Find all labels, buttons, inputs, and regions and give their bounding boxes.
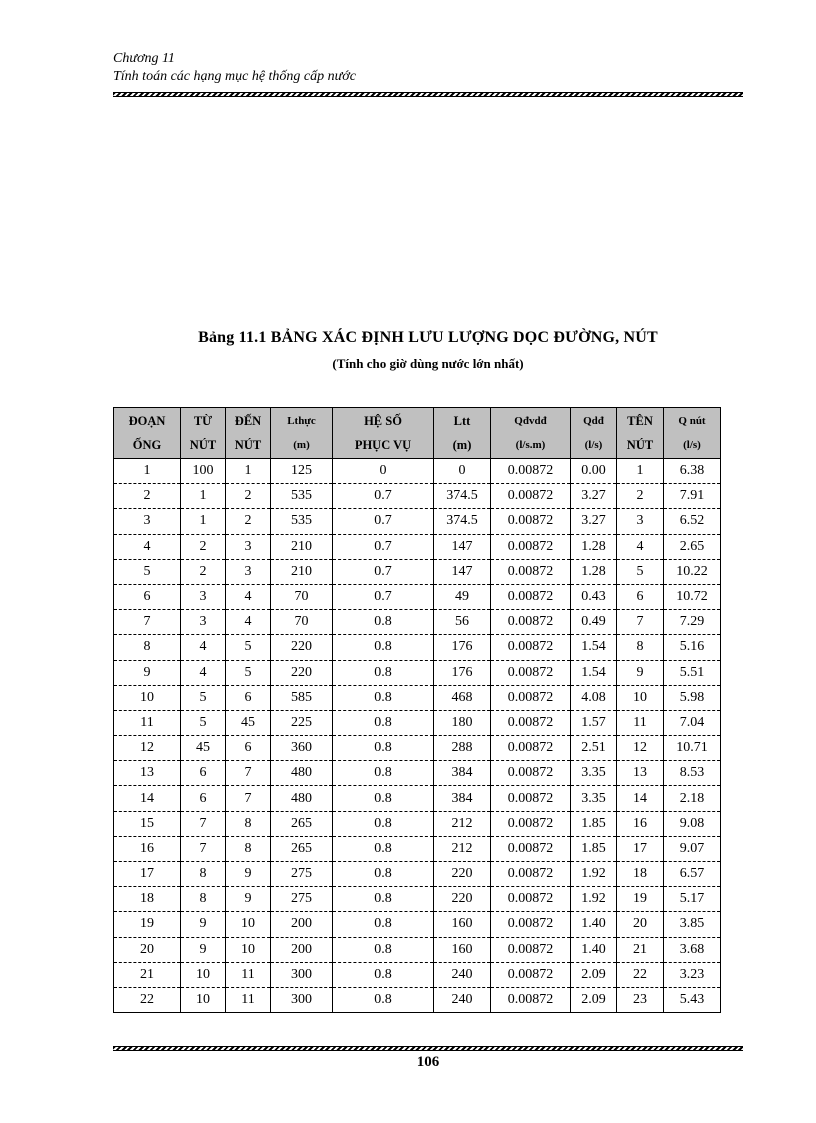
table-cell: 10.71 (664, 736, 721, 761)
table-cell: 5 (181, 685, 226, 710)
table-cell: 5.16 (664, 635, 721, 660)
column-header-line: ĐOẠN (128, 414, 166, 428)
table-cell: 7 (181, 836, 226, 861)
table-cell: 200 (271, 937, 333, 962)
table-cell: 0.8 (333, 761, 434, 786)
table-cell: 2.09 (571, 962, 617, 987)
column-header (333, 408, 434, 459)
table-cell: 3 (617, 509, 664, 534)
table-cell: 0.00872 (491, 484, 571, 509)
table-cell: 535 (271, 484, 333, 509)
table-cell: 45 (181, 736, 226, 761)
table-cell: 5 (617, 559, 664, 584)
table-cell: 1 (226, 459, 271, 484)
table-cell: 6 (226, 736, 271, 761)
table-cell: 0.00872 (491, 509, 571, 534)
table-cell: 1.54 (571, 660, 617, 685)
table-cell: 0.00872 (491, 710, 571, 735)
table-cell: 160 (434, 937, 491, 962)
table-cell: 3 (181, 610, 226, 635)
table-cell: 19 (617, 887, 664, 912)
table-cell: 3.68 (664, 937, 721, 962)
table-cell: 17 (617, 836, 664, 861)
table-cell: 10 (617, 685, 664, 710)
table-cell: 9 (181, 912, 226, 937)
table-cell: 7 (617, 610, 664, 635)
table-cell: 1.92 (571, 862, 617, 887)
table-cell: 6.57 (664, 862, 721, 887)
table-cell: 212 (434, 836, 491, 861)
table-row (114, 786, 721, 811)
table-cell: 147 (434, 534, 491, 559)
table-row (114, 635, 721, 660)
table-row (114, 761, 721, 786)
table-cell: 11 (114, 710, 181, 735)
column-header (491, 408, 571, 459)
table-cell: 265 (271, 811, 333, 836)
table-cell: 1.28 (571, 534, 617, 559)
table-cell: 5 (226, 635, 271, 660)
table-cell: 0.00872 (491, 736, 571, 761)
table-cell: 7.91 (664, 484, 721, 509)
table-row (114, 660, 721, 685)
table-cell: 0.00872 (491, 635, 571, 660)
table-cell: 56 (434, 610, 491, 635)
table-cell: 7.04 (664, 710, 721, 735)
table-cell: 125 (271, 459, 333, 484)
table-cell: 360 (271, 736, 333, 761)
table-row (114, 534, 721, 559)
table-cell: 2.09 (571, 987, 617, 1012)
table-cell: 0.8 (333, 887, 434, 912)
table-cell: 0.8 (333, 836, 434, 861)
table-cell: 5.51 (664, 660, 721, 685)
table-cell: 0.00872 (491, 685, 571, 710)
table-cell: 10 (181, 987, 226, 1012)
table-cell: 12 (617, 736, 664, 761)
table-cell: 10 (226, 937, 271, 962)
table-cell: 6 (617, 584, 664, 609)
table-cell: 100 (181, 459, 226, 484)
table-cell: 0.49 (571, 610, 617, 635)
table-cell: 0.7 (333, 584, 434, 609)
table-cell: 2 (226, 484, 271, 509)
table-cell: 240 (434, 962, 491, 987)
table-cell: 2.65 (664, 534, 721, 559)
table-cell: 9.07 (664, 836, 721, 861)
table-cell: 0.8 (333, 811, 434, 836)
table-cell: 5 (114, 559, 181, 584)
table-row (114, 862, 721, 887)
table-cell: 3 (226, 534, 271, 559)
table-cell: 220 (271, 635, 333, 660)
table-cell: 12 (114, 736, 181, 761)
table-cell: 8 (226, 836, 271, 861)
table-cell: 275 (271, 887, 333, 912)
table-cell: 6 (226, 685, 271, 710)
table-cell: 0.00872 (491, 887, 571, 912)
table-subtitle: (Tính cho giờ dùng nước lớn nhất) (332, 356, 524, 371)
table-cell: 7 (181, 811, 226, 836)
table-cell: 3.23 (664, 962, 721, 987)
table-cell: 210 (271, 534, 333, 559)
table-cell: 8 (181, 862, 226, 887)
table-cell: 19 (114, 912, 181, 937)
table-cell: 45 (226, 710, 271, 735)
column-header-line: Qđvdđ (514, 415, 547, 427)
table-cell: 7 (226, 761, 271, 786)
table-cell: 265 (271, 836, 333, 861)
table-cell: 1 (114, 459, 181, 484)
table-cell: 2 (181, 559, 226, 584)
table-cell: 0.8 (333, 912, 434, 937)
column-header-line: NÚT (189, 438, 217, 452)
table-cell: 11 (226, 987, 271, 1012)
table-cell: 300 (271, 987, 333, 1012)
table-cell: 20 (617, 912, 664, 937)
table-cell: 16 (114, 836, 181, 861)
column-header-line: ỐNG (132, 438, 162, 452)
table-row (114, 887, 721, 912)
table-cell: 240 (434, 987, 491, 1012)
column-header-line: PHỤC VỤ (354, 438, 412, 452)
table-cell: 6.52 (664, 509, 721, 534)
table-cell: 13 (114, 761, 181, 786)
header-divider (113, 92, 743, 97)
table-row (114, 610, 721, 635)
column-header (271, 408, 333, 459)
table-cell: 9.08 (664, 811, 721, 836)
table-cell: 1.54 (571, 635, 617, 660)
table-cell: 14 (114, 786, 181, 811)
table-cell: 1.85 (571, 811, 617, 836)
table-cell: 176 (434, 635, 491, 660)
table-cell: 1.57 (571, 710, 617, 735)
page-header (113, 50, 356, 86)
table-row (114, 710, 721, 735)
table-cell: 15 (114, 811, 181, 836)
table-cell: 21 (114, 962, 181, 987)
table-cell: 147 (434, 559, 491, 584)
table-cell: 1.92 (571, 887, 617, 912)
table-cell: 0.8 (333, 786, 434, 811)
flow-table (113, 407, 721, 1013)
table-cell: 4 (617, 534, 664, 559)
table-cell: 6 (181, 786, 226, 811)
table-cell: 1.40 (571, 937, 617, 962)
table-header-row (114, 408, 721, 459)
table-cell: 3.27 (571, 509, 617, 534)
table-cell: 0.8 (333, 987, 434, 1012)
table-cell: 0.00872 (491, 937, 571, 962)
table-cell: 0.8 (333, 736, 434, 761)
table-cell: 22 (114, 987, 181, 1012)
column-header-line: Lthực (287, 415, 316, 427)
table-cell: 3 (181, 584, 226, 609)
table-cell: 5.43 (664, 987, 721, 1012)
table-cell: 1.28 (571, 559, 617, 584)
table-cell: 0.7 (333, 559, 434, 584)
table-cell: 49 (434, 584, 491, 609)
table-cell: 5.98 (664, 685, 721, 710)
table-cell: 70 (271, 610, 333, 635)
table-cell: 0 (333, 459, 434, 484)
table-title: Bảng 11.1 BẢNG XÁC ĐỊNH LƯU LƯỢNG DỌC ĐƯỜNG, NÚT (198, 329, 658, 346)
table-cell: 0.7 (333, 534, 434, 559)
table-cell: 3.35 (571, 786, 617, 811)
table-cell: 13 (617, 761, 664, 786)
column-header (114, 408, 181, 459)
table-cell: 18 (617, 862, 664, 887)
table-cell: 4 (114, 534, 181, 559)
column-header-line: TỪ (193, 414, 213, 428)
table-cell: 8 (114, 635, 181, 660)
table-cell: 2 (181, 534, 226, 559)
table-cell: 1.40 (571, 912, 617, 937)
column-header-line: (m) (452, 438, 472, 452)
table-cell: 220 (434, 887, 491, 912)
table-cell: 374.5 (434, 509, 491, 534)
table-cell: 10 (181, 962, 226, 987)
table-cell: 0.8 (333, 862, 434, 887)
table-cell: 0.00872 (491, 862, 571, 887)
table-cell: 2 (226, 509, 271, 534)
column-header-line: (l/s) (584, 439, 603, 451)
column-header-line: (m) (293, 439, 310, 451)
table-cell: 0.00872 (491, 912, 571, 937)
table-cell: 480 (271, 761, 333, 786)
table-cell: 0.00872 (491, 660, 571, 685)
table-cell: 7 (114, 610, 181, 635)
table-cell: 210 (271, 559, 333, 584)
table-cell: 22 (617, 962, 664, 987)
table-cell: 0.43 (571, 584, 617, 609)
table-cell: 23 (617, 987, 664, 1012)
table-cell: 4 (181, 660, 226, 685)
table-cell: 9 (181, 937, 226, 962)
table-cell: 6 (181, 761, 226, 786)
table-cell: 8 (617, 635, 664, 660)
table-cell: 0.8 (333, 937, 434, 962)
table-cell: 2 (114, 484, 181, 509)
table-cell: 480 (271, 786, 333, 811)
table-cell: 3.85 (664, 912, 721, 937)
table-cell: 374.5 (434, 484, 491, 509)
table-cell: 20 (114, 937, 181, 962)
table-cell: 5.17 (664, 887, 721, 912)
column-header-line: Qdđ (583, 415, 604, 427)
column-header (664, 408, 721, 459)
table-cell: 7.29 (664, 610, 721, 635)
table-cell: 3 (114, 509, 181, 534)
table-cell: 0.8 (333, 660, 434, 685)
table-cell: 384 (434, 786, 491, 811)
table-cell: 1 (181, 509, 226, 534)
table-row (114, 736, 721, 761)
footer-divider (113, 1046, 743, 1051)
table-cell: 180 (434, 710, 491, 735)
table-cell: 0.00872 (491, 610, 571, 635)
table-cell: 0.8 (333, 610, 434, 635)
table-cell: 6 (114, 584, 181, 609)
table-cell: 10 (226, 912, 271, 937)
table-cell: 9 (226, 862, 271, 887)
table-cell: 0.00 (571, 459, 617, 484)
table-cell: 2 (617, 484, 664, 509)
table-cell: 384 (434, 761, 491, 786)
table-cell: 4 (226, 584, 271, 609)
table-cell: 220 (434, 862, 491, 887)
table-cell: 0.00872 (491, 811, 571, 836)
table-cell: 6.38 (664, 459, 721, 484)
table-cell: 2.51 (571, 736, 617, 761)
table-cell: 4.08 (571, 685, 617, 710)
column-header-line: TÊN (627, 414, 653, 428)
table-row (114, 685, 721, 710)
table-cell: 17 (114, 862, 181, 887)
table-cell: 0.00872 (491, 836, 571, 861)
table-cell: 14 (617, 786, 664, 811)
table-cell: 0.00872 (491, 534, 571, 559)
column-header-line: (l/s.m) (515, 439, 546, 451)
table-cell: 0.00872 (491, 459, 571, 484)
table-cell: 0.00872 (491, 786, 571, 811)
column-header-line: (l/s) (683, 439, 701, 451)
table-cell: 11 (617, 710, 664, 735)
table-cell: 3 (226, 559, 271, 584)
column-header-line: NÚT (234, 438, 262, 452)
table-cell: 11 (226, 962, 271, 987)
table-row (114, 912, 721, 937)
table-cell: 4 (181, 635, 226, 660)
table-cell: 176 (434, 660, 491, 685)
column-header (571, 408, 617, 459)
column-header-line: Ltt (453, 414, 471, 428)
table-row (114, 484, 721, 509)
table-row (114, 836, 721, 861)
table-cell: 0.00872 (491, 559, 571, 584)
table-cell: 0.7 (333, 484, 434, 509)
table-cell: 160 (434, 912, 491, 937)
table-cell: 275 (271, 862, 333, 887)
table-cell: 21 (617, 937, 664, 962)
table-cell: 0.00872 (491, 761, 571, 786)
table-cell: 535 (271, 509, 333, 534)
table-cell: 0.00872 (491, 962, 571, 987)
table-cell: 3.27 (571, 484, 617, 509)
table-cell: 1.85 (571, 836, 617, 861)
table-cell: 5 (181, 710, 226, 735)
table-cell: 9 (114, 660, 181, 685)
table-cell: 8 (181, 887, 226, 912)
table-row (114, 559, 721, 584)
table-cell: 8.53 (664, 761, 721, 786)
table-row (114, 987, 721, 1012)
table-cell: 0.7 (333, 509, 434, 534)
column-header (181, 408, 226, 459)
table-cell: 10 (114, 685, 181, 710)
table-cell: 0.8 (333, 710, 434, 735)
column-header-line: NÚT (626, 438, 654, 452)
table-row (114, 962, 721, 987)
table-cell: 18 (114, 887, 181, 912)
table-cell: 1 (617, 459, 664, 484)
table-cell: 585 (271, 685, 333, 710)
table-cell: 10.22 (664, 559, 721, 584)
table-cell: 212 (434, 811, 491, 836)
table-cell: 468 (434, 685, 491, 710)
table-cell: 0.00872 (491, 987, 571, 1012)
table-cell: 70 (271, 584, 333, 609)
table-row (114, 811, 721, 836)
table-cell: 220 (271, 660, 333, 685)
table-cell: 10.72 (664, 584, 721, 609)
table-cell: 300 (271, 962, 333, 987)
table-cell: 225 (271, 710, 333, 735)
table-cell: 9 (617, 660, 664, 685)
table-cell: 5 (226, 660, 271, 685)
table-cell: 1 (181, 484, 226, 509)
table-cell: 9 (226, 887, 271, 912)
table-row (114, 584, 721, 609)
table-row (114, 937, 721, 962)
table-row (114, 459, 721, 484)
table-cell: 7 (226, 786, 271, 811)
column-header (434, 408, 491, 459)
table-cell: 200 (271, 912, 333, 937)
table-cell: 288 (434, 736, 491, 761)
table-cell: 0 (434, 459, 491, 484)
column-header (226, 408, 271, 459)
table-row (114, 509, 721, 534)
table-cell: 4 (226, 610, 271, 635)
column-header-line: Q nút (678, 415, 706, 427)
column-header-line: ĐẾN (234, 414, 262, 428)
column-header (617, 408, 664, 459)
table-cell: 16 (617, 811, 664, 836)
chapter-label: Chương 11 (113, 51, 175, 66)
table-cell: 0.8 (333, 635, 434, 660)
table-cell: 8 (226, 811, 271, 836)
table-cell: 0.8 (333, 685, 434, 710)
table-cell: 2.18 (664, 786, 721, 811)
column-header-line: HỆ SỐ (364, 414, 402, 428)
table-cell: 0.8 (333, 962, 434, 987)
page-number: 106 (416, 1054, 440, 1070)
table-cell: 0.00872 (491, 584, 571, 609)
table-cell: 3.35 (571, 761, 617, 786)
chapter-subtitle: Tính toán các hạng mục hệ thống cấp nước (113, 69, 356, 84)
